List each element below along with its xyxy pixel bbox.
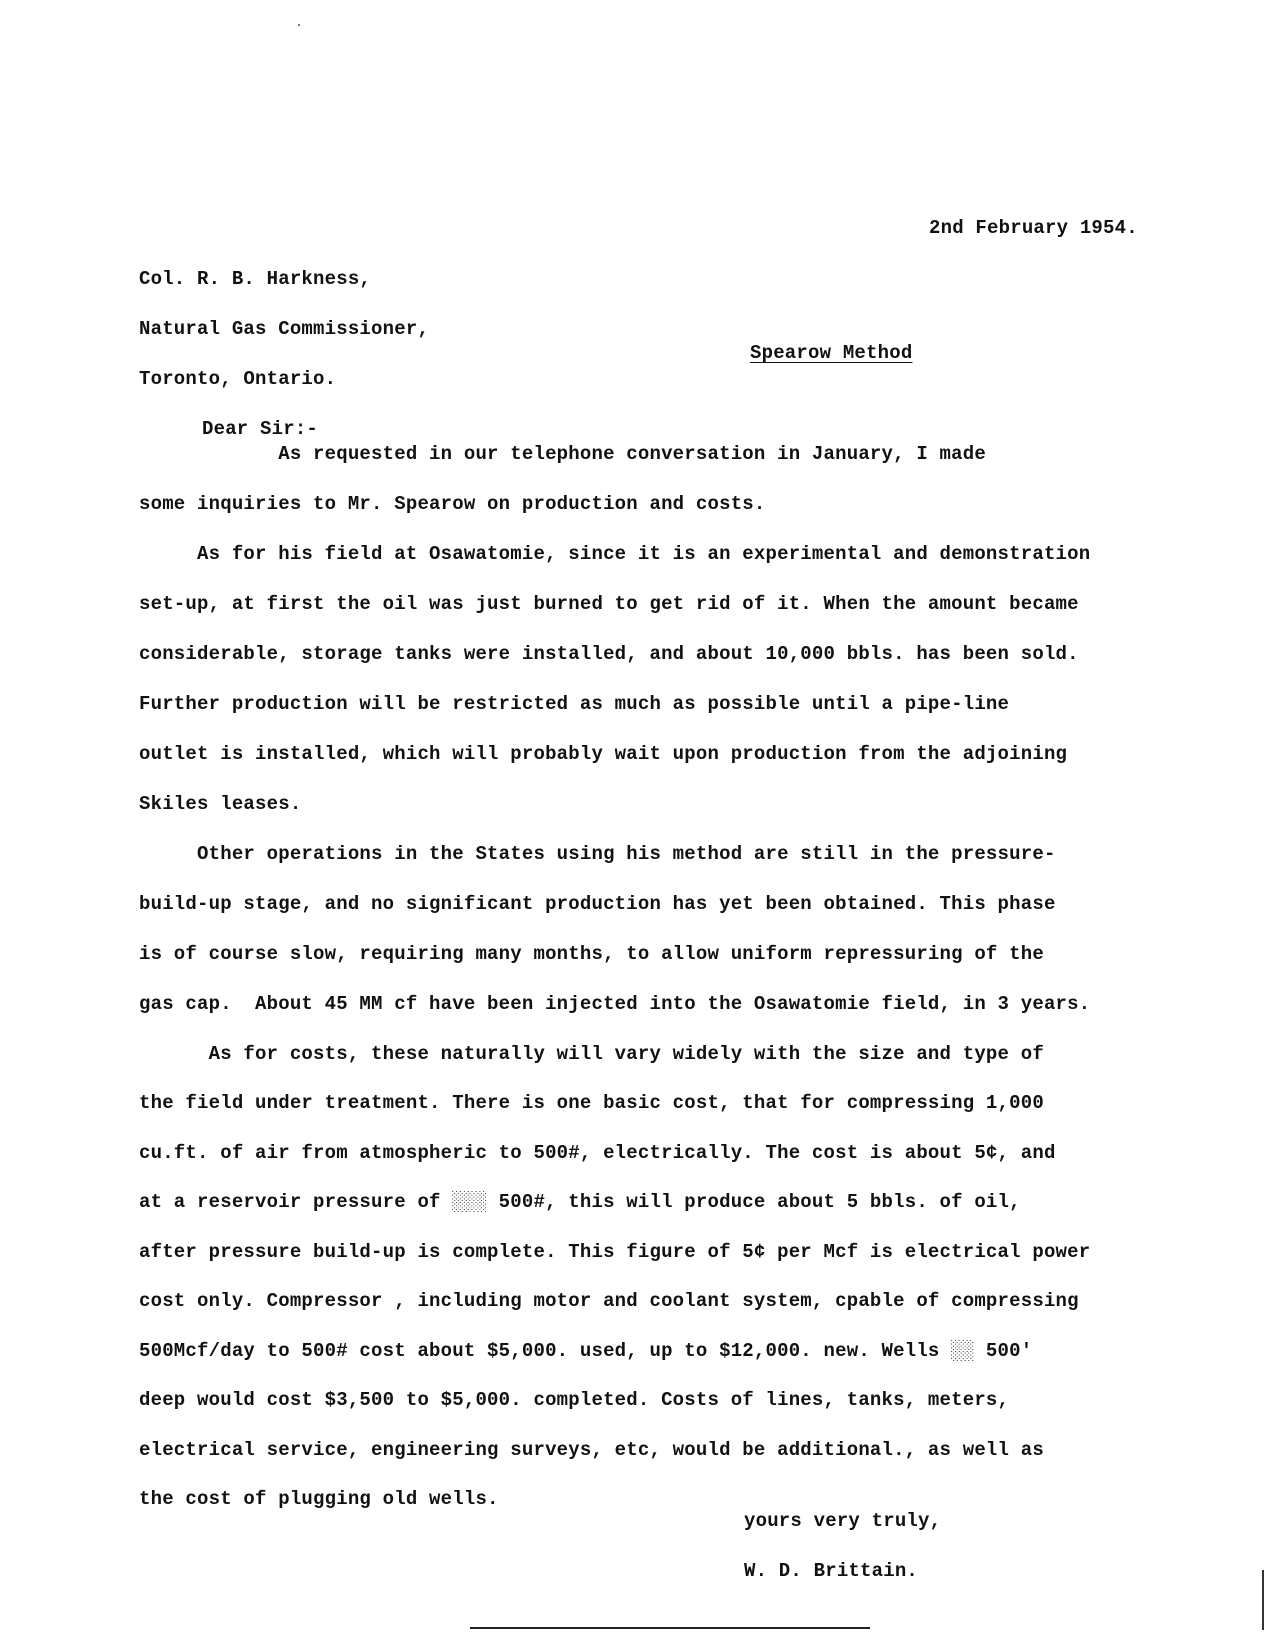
body-line: cu.ft. of air from atmospheric to 500#, electrically. The cost is about 5¢, and [139, 1142, 1056, 1164]
scan-edge-mark [1262, 1570, 1264, 1630]
body-line: gas cap. About 45 MM cf have been injected into the Osawatomie field, in 3 years. [139, 993, 1091, 1015]
letter-date: 2nd February 1954. [929, 217, 1138, 239]
recipient-location: Toronto, Ontario. [139, 368, 337, 390]
body-line: the field under treatment. There is one basic cost, that for compressing 1,000 [139, 1092, 1044, 1114]
body-line: considerable, storage tanks were installed, and about 10,000 bbls. has been sold. [139, 643, 1079, 665]
closing: yours very truly, [744, 1510, 942, 1532]
recipient-name: Col. R. B. Harkness, [139, 268, 372, 290]
body-line: electrical service, engineering surveys, etc, would be additional., as well as [139, 1439, 1044, 1461]
body-line: after pressure build-up is complete. This figure of 5¢ per Mcf is electrical power [139, 1241, 1091, 1263]
salutation: Dear Sir:- [202, 418, 319, 440]
bottom-rule [470, 1627, 870, 1629]
body-line: the cost of plugging old wells. [139, 1488, 499, 1510]
body-line: some inquiries to Mr. Spearow on production and costs. [139, 493, 766, 515]
body-line: 500Mcf/day to 500# cost about $5,000. used, up to $12,000. new. Wells ░░ 500' [139, 1340, 1033, 1362]
body-line: As for costs, these naturally will vary widely with the size and type of [139, 1043, 1044, 1065]
body-line: As requested in our telephone conversation in January, I made [139, 443, 986, 465]
body-line: Other operations in the States using his method are still in the pressure- [139, 843, 1056, 865]
body-line: deep would cost $3,500 to $5,000. completed. Costs of lines, tanks, meters, [139, 1389, 1010, 1411]
recipient-title: Natural Gas Commissioner, [139, 318, 430, 340]
body-line: at a reservoir pressure of ░░░ 500#, this will produce about 5 bbls. of oil, [139, 1191, 1021, 1213]
body-line: build-up stage, and no significant production has yet been obtained. This phase [139, 893, 1056, 915]
body-line: set-up, at first the oil was just burned to get rid of it. When the amount became [139, 593, 1079, 615]
body-line: Skiles leases. [139, 793, 302, 815]
body-line: As for his field at Osawatomie, since it is an experimental and demonstration [139, 543, 1091, 565]
body-line: cost only. Compressor , including motor and coolant system, cpable of compressing [139, 1290, 1079, 1312]
paper-speck [298, 24, 300, 26]
body-line: outlet is installed, which will probably wait upon production from the adjoining [139, 743, 1068, 765]
signature: W. D. Brittain. [744, 1560, 919, 1582]
body-line: is of course slow, requiring many months, to allow uniform repressuring of the [139, 943, 1044, 965]
body-line: Further production will be restricted as much as possible until a pipe-line [139, 693, 1010, 715]
subject-line: Spearow Method [750, 342, 913, 364]
